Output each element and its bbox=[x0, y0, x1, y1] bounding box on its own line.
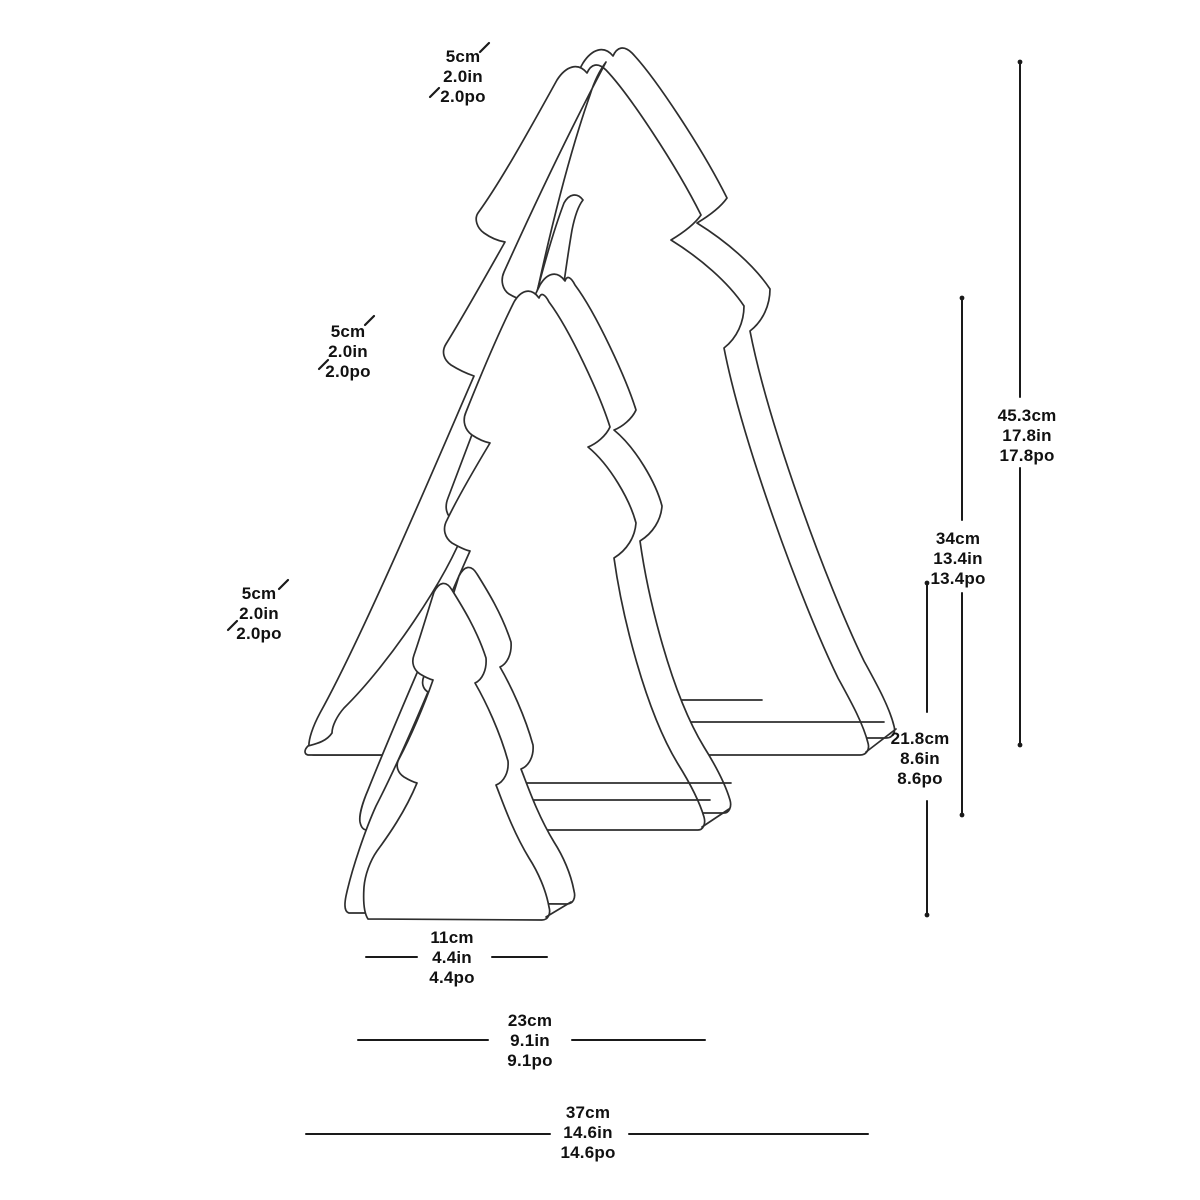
depth-label-large: 5cm 2.0in 2.0po bbox=[440, 47, 486, 106]
height-label-small: 21.8cm 8.6in 8.6po bbox=[890, 729, 950, 788]
height-label-large: 45.3cm 17.8in 17.8po bbox=[997, 406, 1057, 465]
width-label-small: 11cm 4.4in 4.4po bbox=[429, 928, 475, 987]
depth-label-medium: 5cm 2.0in 2.0po bbox=[325, 322, 371, 381]
depth-label-small: 5cm 2.0in 2.0po bbox=[236, 584, 282, 643]
height-label-medium: 34cm 13.4in 13.4po bbox=[930, 529, 986, 588]
width-label-large: 37cm 14.6in 14.6po bbox=[560, 1103, 616, 1162]
width-label-medium: 23cm 9.1in 9.1po bbox=[507, 1011, 553, 1070]
